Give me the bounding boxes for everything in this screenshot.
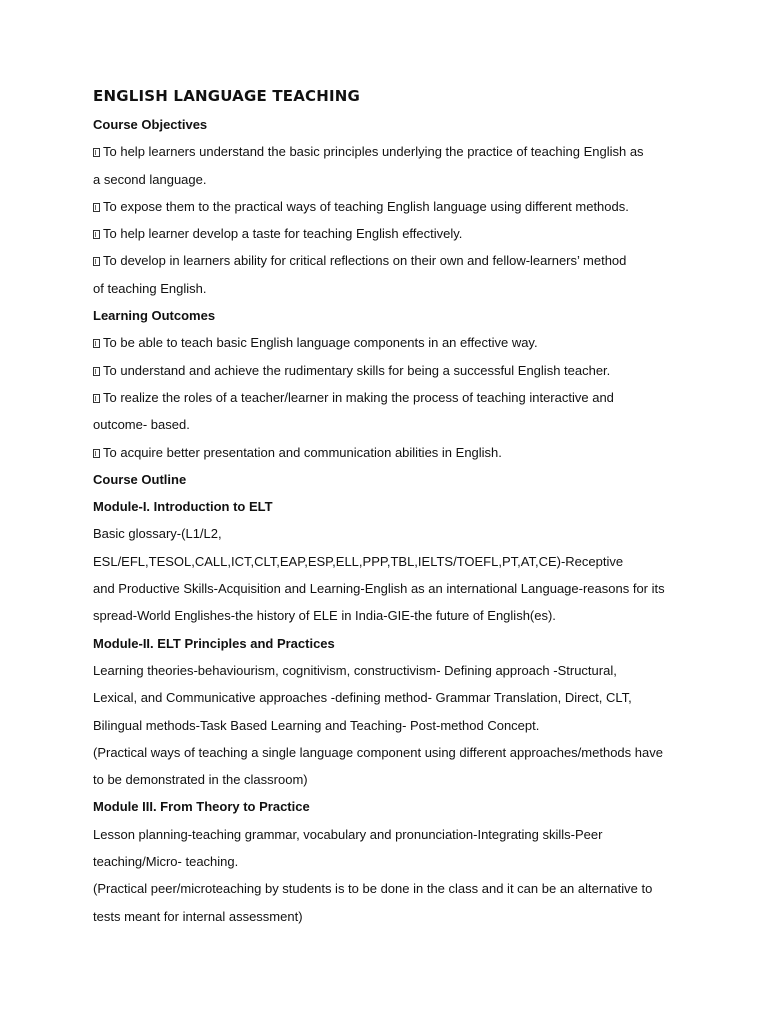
module1-line: spread-World Englishes-the history of ELE in India-GIE-the future of English(es).: [93, 608, 556, 624]
objective-line: [93, 138, 693, 165]
outcome-text: outcome- based.: [93, 417, 190, 433]
objective-text: of teaching English.: [93, 280, 207, 296]
course-outline-heading: Course Outline: [93, 471, 187, 487]
objective-line: [93, 220, 693, 247]
module3-line: teaching/Micro- teaching.: [93, 854, 239, 870]
missing-glyph-bullet-icon: [93, 449, 100, 458]
document-content: [93, 84, 693, 930]
module3-line: tests meant for internal assessment): [93, 908, 303, 924]
module1-line: and Productive Skills-Acquisition and Learning-English as an international Language-reasons for its: [93, 581, 665, 597]
module3-heading: Module III. From Theory to Practice: [93, 799, 310, 815]
module2-heading: Module-II. ELT Principles and Practices: [93, 635, 335, 651]
outcome-line: [93, 329, 693, 356]
missing-glyph-bullet-icon: [93, 148, 100, 157]
objective-text: To help learner develop a taste for teaching English effectively.: [103, 226, 463, 242]
outcome-text: To be able to teach basic English language components in an effective way.: [103, 335, 538, 351]
missing-glyph-bullet-icon: [93, 394, 100, 403]
module2-line: Lexical, and Communicative approaches -defining method- Grammar Translation, Direct, CLT,: [93, 690, 632, 706]
outcome-text: To realize the roles of a teacher/learner in making the process of teaching interactive and: [103, 389, 614, 405]
outcome-line: [93, 411, 693, 438]
outcome-line: [93, 384, 693, 411]
objective-text: To help learners understand the basic principles underlying the practice of teaching English as: [103, 144, 644, 160]
module3-line: Lesson planning-teaching grammar, vocabulary and pronunciation-Integrating skills-Peer: [93, 826, 603, 842]
module1-line: Basic glossary-(L1/L2,: [93, 526, 222, 542]
objective-line: [93, 275, 693, 302]
module3-line: (Practical peer/microteaching by students is to be done in the class and it can be an alternative to: [93, 881, 653, 897]
course-objectives-heading: Course Objectives: [93, 117, 208, 132]
missing-glyph-bullet-icon: [93, 367, 100, 376]
objective-line: [93, 166, 693, 193]
module2-line: Bilingual methods-Task Based Learning and Teaching- Post-method Concept.: [93, 717, 540, 733]
outcome-text: To acquire better presentation and communication abilities in English.: [103, 444, 502, 460]
missing-glyph-bullet-icon: [93, 257, 100, 266]
module1-heading: Module-I. Introduction to ELT: [93, 499, 273, 515]
missing-glyph-bullet-icon: [93, 230, 100, 239]
module2-line: Learning theories-behaviourism, cognitivism, constructivism- Defining approach -Structural,: [93, 662, 617, 678]
learning-outcomes-heading: Learning Outcomes: [93, 308, 216, 324]
missing-glyph-bullet-icon: [93, 339, 100, 348]
module1-line: ESL/EFL,TESOL,CALL,ICT,CLT,EAP,ESP,ELL,PPP,TBL,IELTS/TOEFL,PT,AT,CE)-Receptive: [93, 553, 624, 569]
objective-text: To expose them to the practical ways of teaching English language using different methods.: [103, 198, 629, 214]
objective-text: a second language.: [93, 171, 207, 187]
objective-line: [93, 193, 693, 220]
objective-line: [93, 247, 693, 274]
document-title: ENGLISH LANGUAGE TEACHING: [93, 87, 361, 105]
outcome-text: To understand and achieve the rudimentary skills for being a successful English teacher.: [103, 362, 611, 378]
outcome-line: [93, 357, 693, 384]
objective-text: To develop in learners ability for critical reflections on their own and fellow-learners’ method: [103, 253, 627, 269]
missing-glyph-bullet-icon: [93, 203, 100, 212]
outcome-line: [93, 439, 693, 466]
module2-line: (Practical ways of teaching a single language component using different approaches/methods have: [93, 744, 663, 760]
module2-line: to be demonstrated in the classroom): [93, 772, 308, 788]
